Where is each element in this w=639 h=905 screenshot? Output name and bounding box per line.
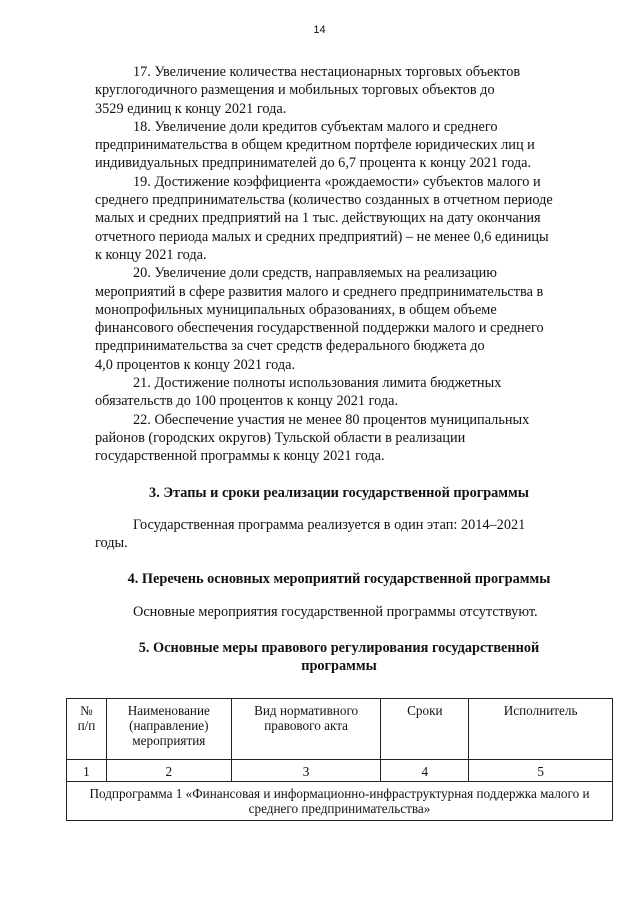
- section-5-heading-line2: программы: [301, 658, 377, 675]
- section-3-text: Государственная программа реализуется в один этап: 2014–2021 годы.: [95, 516, 526, 552]
- page-number: 14: [313, 24, 326, 36]
- table-cell: 3: [231, 760, 381, 782]
- item-22: 22. Обеспечение участия не менее 80 процентов муниципальных районов (городских округов) Тульской области в реализации государственной программы к концу 2021 года.: [95, 411, 530, 465]
- document-body: [95, 63, 583, 676]
- subprogram-title: Подпрограмма 1 «Финансовая и информационно-инфраструктурная поддержка малого и среднего предпринимательства»: [67, 782, 613, 821]
- header-number: № п/п: [67, 699, 107, 760]
- table-cell: 2: [106, 760, 231, 782]
- table-column-numbers-row: [67, 760, 613, 782]
- section-5-heading-line1: 5. Основные меры правового регулирования государственной: [138, 640, 540, 657]
- item-21: 21. Достижение полноты использования лимита бюджетных обязательств до 100 процентов к концу 2021 года.: [95, 375, 502, 410]
- table-cell: 4: [381, 760, 469, 782]
- item-19: 19. Достижение коэффициента «рождаемости» субъектов малого и среднего предпринимательства (количество созданных в отчетном периоде малых и средних предприятий на 1 тыс. действующих на дату окончания отчетного периода малых и средних предприятий) – не менее 0,6 единицы к концу 2021 года.: [95, 173, 553, 263]
- table-header-row: [67, 699, 613, 760]
- section-4-text: Основные мероприятия государственной программы отсутствуют.: [133, 603, 538, 620]
- legal-regulation-table: [66, 698, 613, 821]
- header-executor: Исполнитель: [469, 699, 613, 760]
- section-4-heading: 4. Перечень основных мероприятий государственной программы: [127, 571, 551, 588]
- item-18: 18. Увеличение доли кредитов субъектам малого и среднего предпринимательства в общем кредитном портфеле юридических лиц и индивидуальных предпринимателей до 6,7 процента к концу 2021 года.: [95, 118, 535, 172]
- table-cell: 1: [67, 760, 107, 782]
- item-20: 20. Увеличение доли средств, направляемых на реализацию мероприятий в сфере развития малого и среднего предпринимательства в монопрофильных муниципальных образованиях, в общем объеме финансового обеспечения государственной поддержки малого и среднего предпринимательства за счет средств федерального бюджета до 4,0 процентов к концу 2021 года.: [95, 265, 544, 373]
- section-3-heading: 3. Этапы и сроки реализации государственной программы: [149, 484, 529, 501]
- header-terms: Сроки: [381, 699, 469, 760]
- header-act-type: Вид нормативного правового акта: [231, 699, 381, 760]
- table-cell: 5: [469, 760, 613, 782]
- header-measure-name: Наименование (направление) мероприятия: [106, 699, 231, 760]
- item-17: 17. Увеличение количества нестационарных торговых объектов круглогодичного размещения и мобильных торговых объектов до 3529 единиц к концу 2021 года.: [95, 64, 521, 117]
- subprogram-row: [67, 782, 613, 821]
